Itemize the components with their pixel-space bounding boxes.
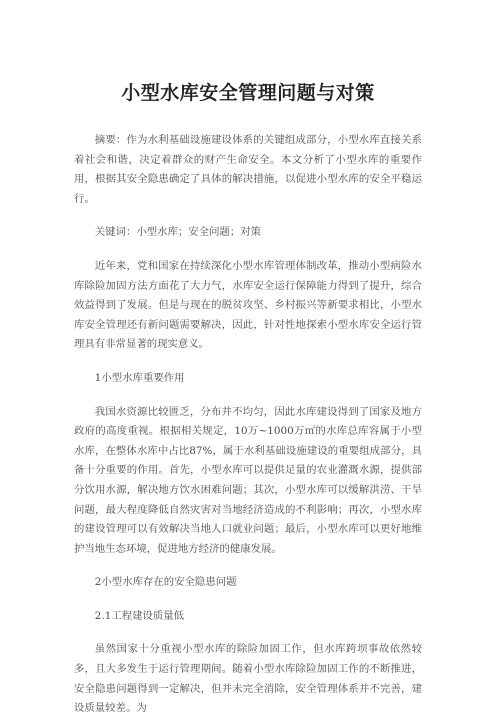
spacer [74,626,422,640]
section-1-heading: 1小型水库重要作用 [94,371,185,384]
document-title: 小型水库安全管理问题与对策 [121,82,375,104]
spacer [74,209,422,223]
section-2-heading: 2小型水库存在的安全隐患问题 [94,576,237,589]
section-2-1-paragraph: 虽然国家十分重视小型水库的除险加固工作，但水库跨坝事故依然较多，且大多发生于运行管理期间。随着小型水库除险加固工作的不断推进，安全隐患问题得到一定解决，但并未完全消除，安全管理体系并不完善，建设质量较差。为 [74,643,422,715]
keywords-paragraph: 关键词：小型水库；安全问题；对策 [94,226,262,239]
spacer [74,355,422,369]
spacer [74,389,422,403]
intro-paragraph: 近年来，党和国家在持续深化小型水库管理体制改革，推动小型病险水库除险加固方法方面花了大力气，水库安全运行保障能力得到了提升，综合效益得到了发展。但是与现在的脱贫攻坚、乡村振兴等新要求相比，小型水库安全管理还有新问题需要解决，因此，针对性地探索小型水库安全运行管理具有非常显著的现实意义。 [74,259,422,351]
abstract-paragraph: 摘要：作为水利基础设施建设体系的关键组成部分，小型水库直接关系着社会和谐，决定着群众的财产生命安全。本文分析了小型水库的重要作用，根据其安全隐患确定了具体的解决措施，以促进小型水库的安全平稳运行。 [74,134,422,205]
spacer [74,243,422,257]
spacer [74,593,422,607]
spacer [74,559,422,573]
section-1-paragraph: 我国水资源比较匮乏，分布并不均匀，因此水库建设得到了国家及地方政府的高度重视。根据相关规定，10万~1000万㎡的水库总库容属于小型水库，在整体水库中占比87%，属于水利基础设施建设的重要组成部分，具备十分重要的作用。首先，小型水库可以提供足量的农业灌溉水源，提供部分饮用水源，解决地方饮水困难问题；其次，小型水库可以缓解洪涝、干旱问题，最大程度降低自然灾害对当地经济造成的不利影响；再次，小型水库的建设管理可以有效解决当地人口就业问题；最后，小型水库可以更好地维护当地生态环境，促进地方经济的健康发展。 [74,405,422,555]
section-2-1-heading: 2.1工程建设质量低 [94,609,185,622]
